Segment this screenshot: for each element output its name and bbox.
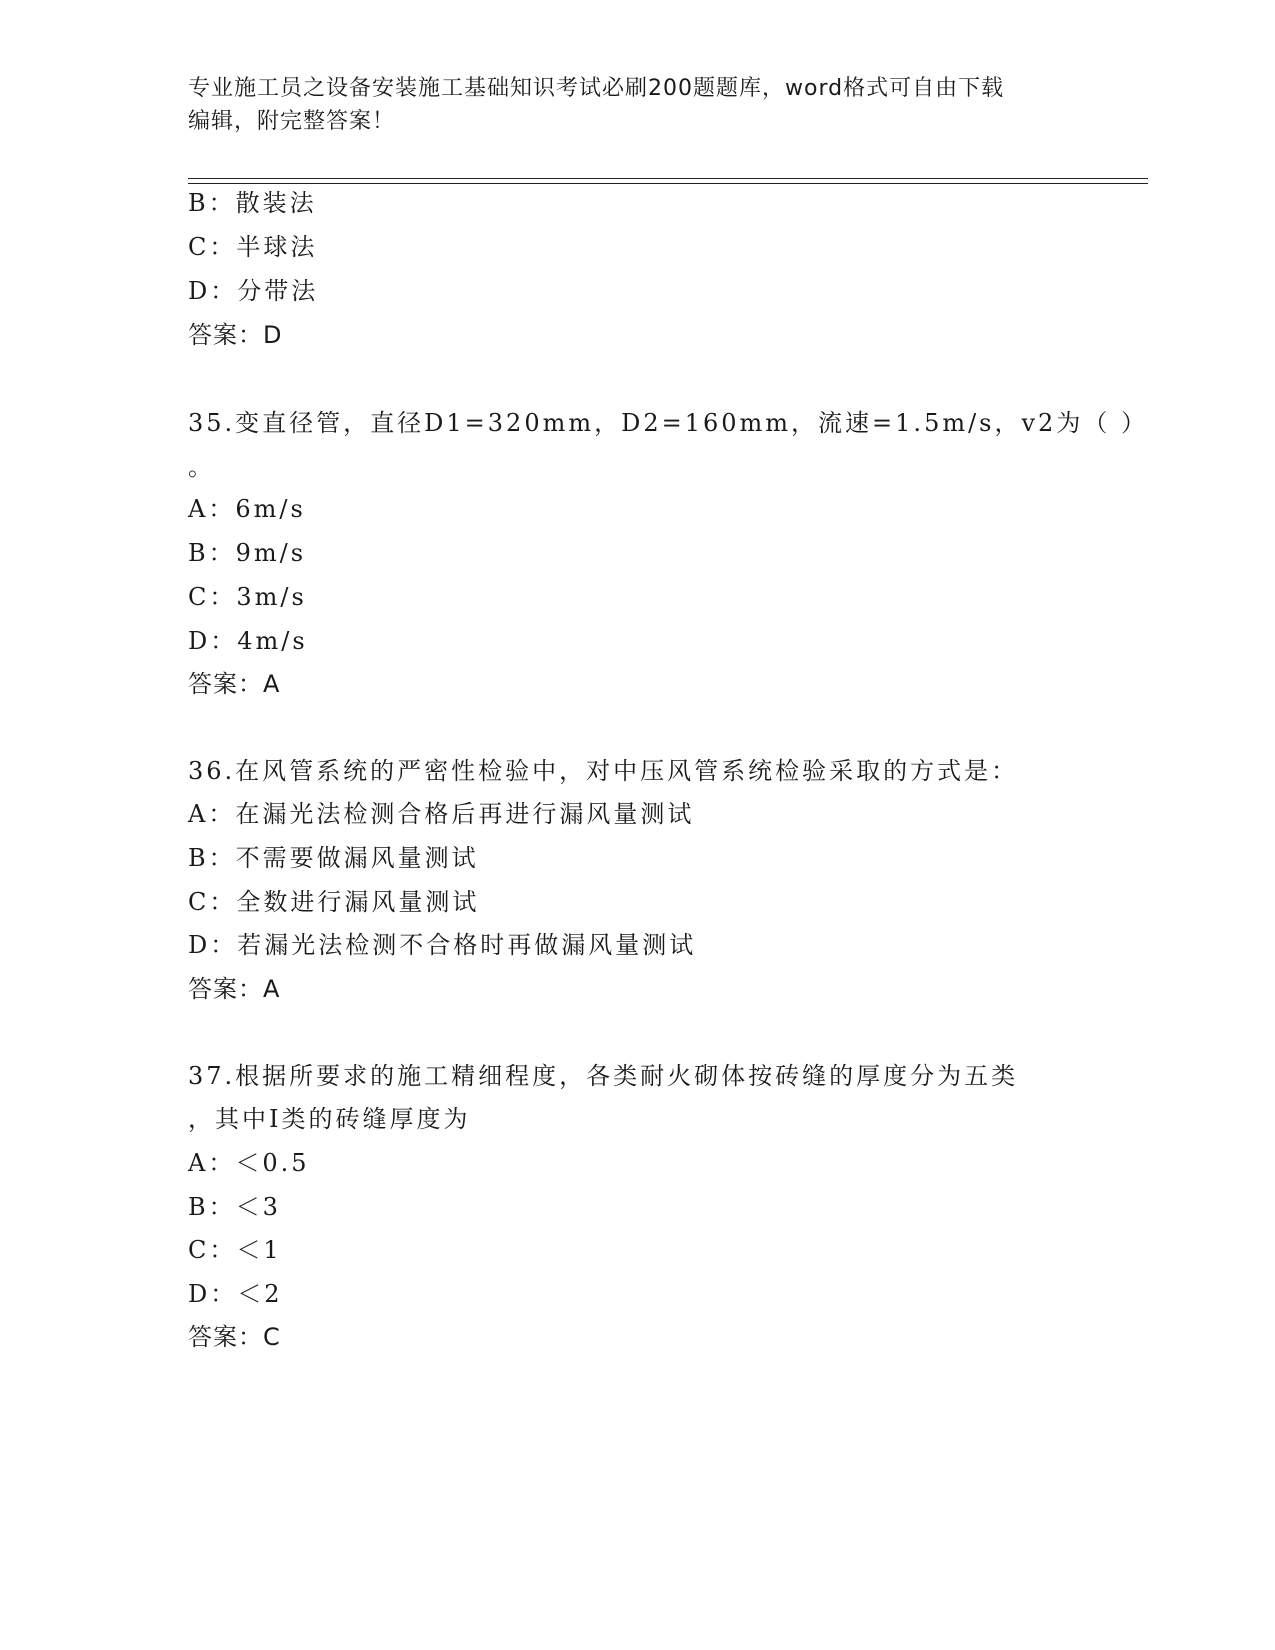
q37-option-c: C：＜1 (188, 1236, 282, 1264)
document-header (188, 72, 1088, 138)
q35-option-b: B：9m/s (188, 539, 307, 567)
q36-stem-line-1: 36.在风管系统的严密性检验中，对中压风管系统检验采取的方式是： (188, 757, 1019, 785)
q35-stem-line-1: 35.变直径管，直径D1=320mm，D2=160mm，流速=1.5m/s，v2为（ ） (188, 409, 1148, 437)
header-divider-bottom (188, 183, 1148, 184)
q34-option-c: C：半球法 (188, 233, 318, 261)
q35-option-d: D：4m/s (188, 627, 308, 655)
q35-stem-line-2: 。 (188, 453, 215, 481)
q37-option-d: D：＜2 (188, 1280, 283, 1308)
q36-option-b: B：不需要做漏风量测试 (188, 844, 479, 872)
header-divider-top (188, 178, 1148, 179)
q36-answer: 答案：A (188, 975, 281, 1003)
q37-answer: 答案：C (188, 1323, 281, 1351)
q36-option-a: A：在漏光法检测合格后再进行漏风量测试 (188, 800, 695, 828)
q34-option-b: B：散装法 (188, 189, 317, 217)
q35-option-c: C：3m/s (188, 583, 307, 611)
q37-stem-line-1: 37.根据所要求的施工精细程度，各类耐火砌体按砖缝的厚度分为五类 (188, 1062, 1019, 1090)
q36-option-c: C：全数进行漏风量测试 (188, 888, 480, 916)
q37-option-b: B：＜3 (188, 1193, 281, 1221)
q34-option-d: D：分带法 (188, 277, 319, 305)
q35-answer: 答案：A (188, 670, 281, 698)
q37-stem-line-2: ，其中I类的砖缝厚度为 (188, 1105, 471, 1133)
q36-option-d: D：若漏光法检测不合格时再做漏风量测试 (188, 931, 697, 959)
q34-answer: 答案：D (188, 321, 283, 349)
q35-option-a: A：6m/s (188, 495, 306, 523)
header-line-2: 编辑，附完整答案！ (188, 109, 396, 134)
q37-option-a: A：＜0.5 (188, 1149, 310, 1177)
header-line-1: 专业施工员之设备安装施工基础知识考试必刷200题题库，word格式可自由下载 (188, 76, 1005, 101)
